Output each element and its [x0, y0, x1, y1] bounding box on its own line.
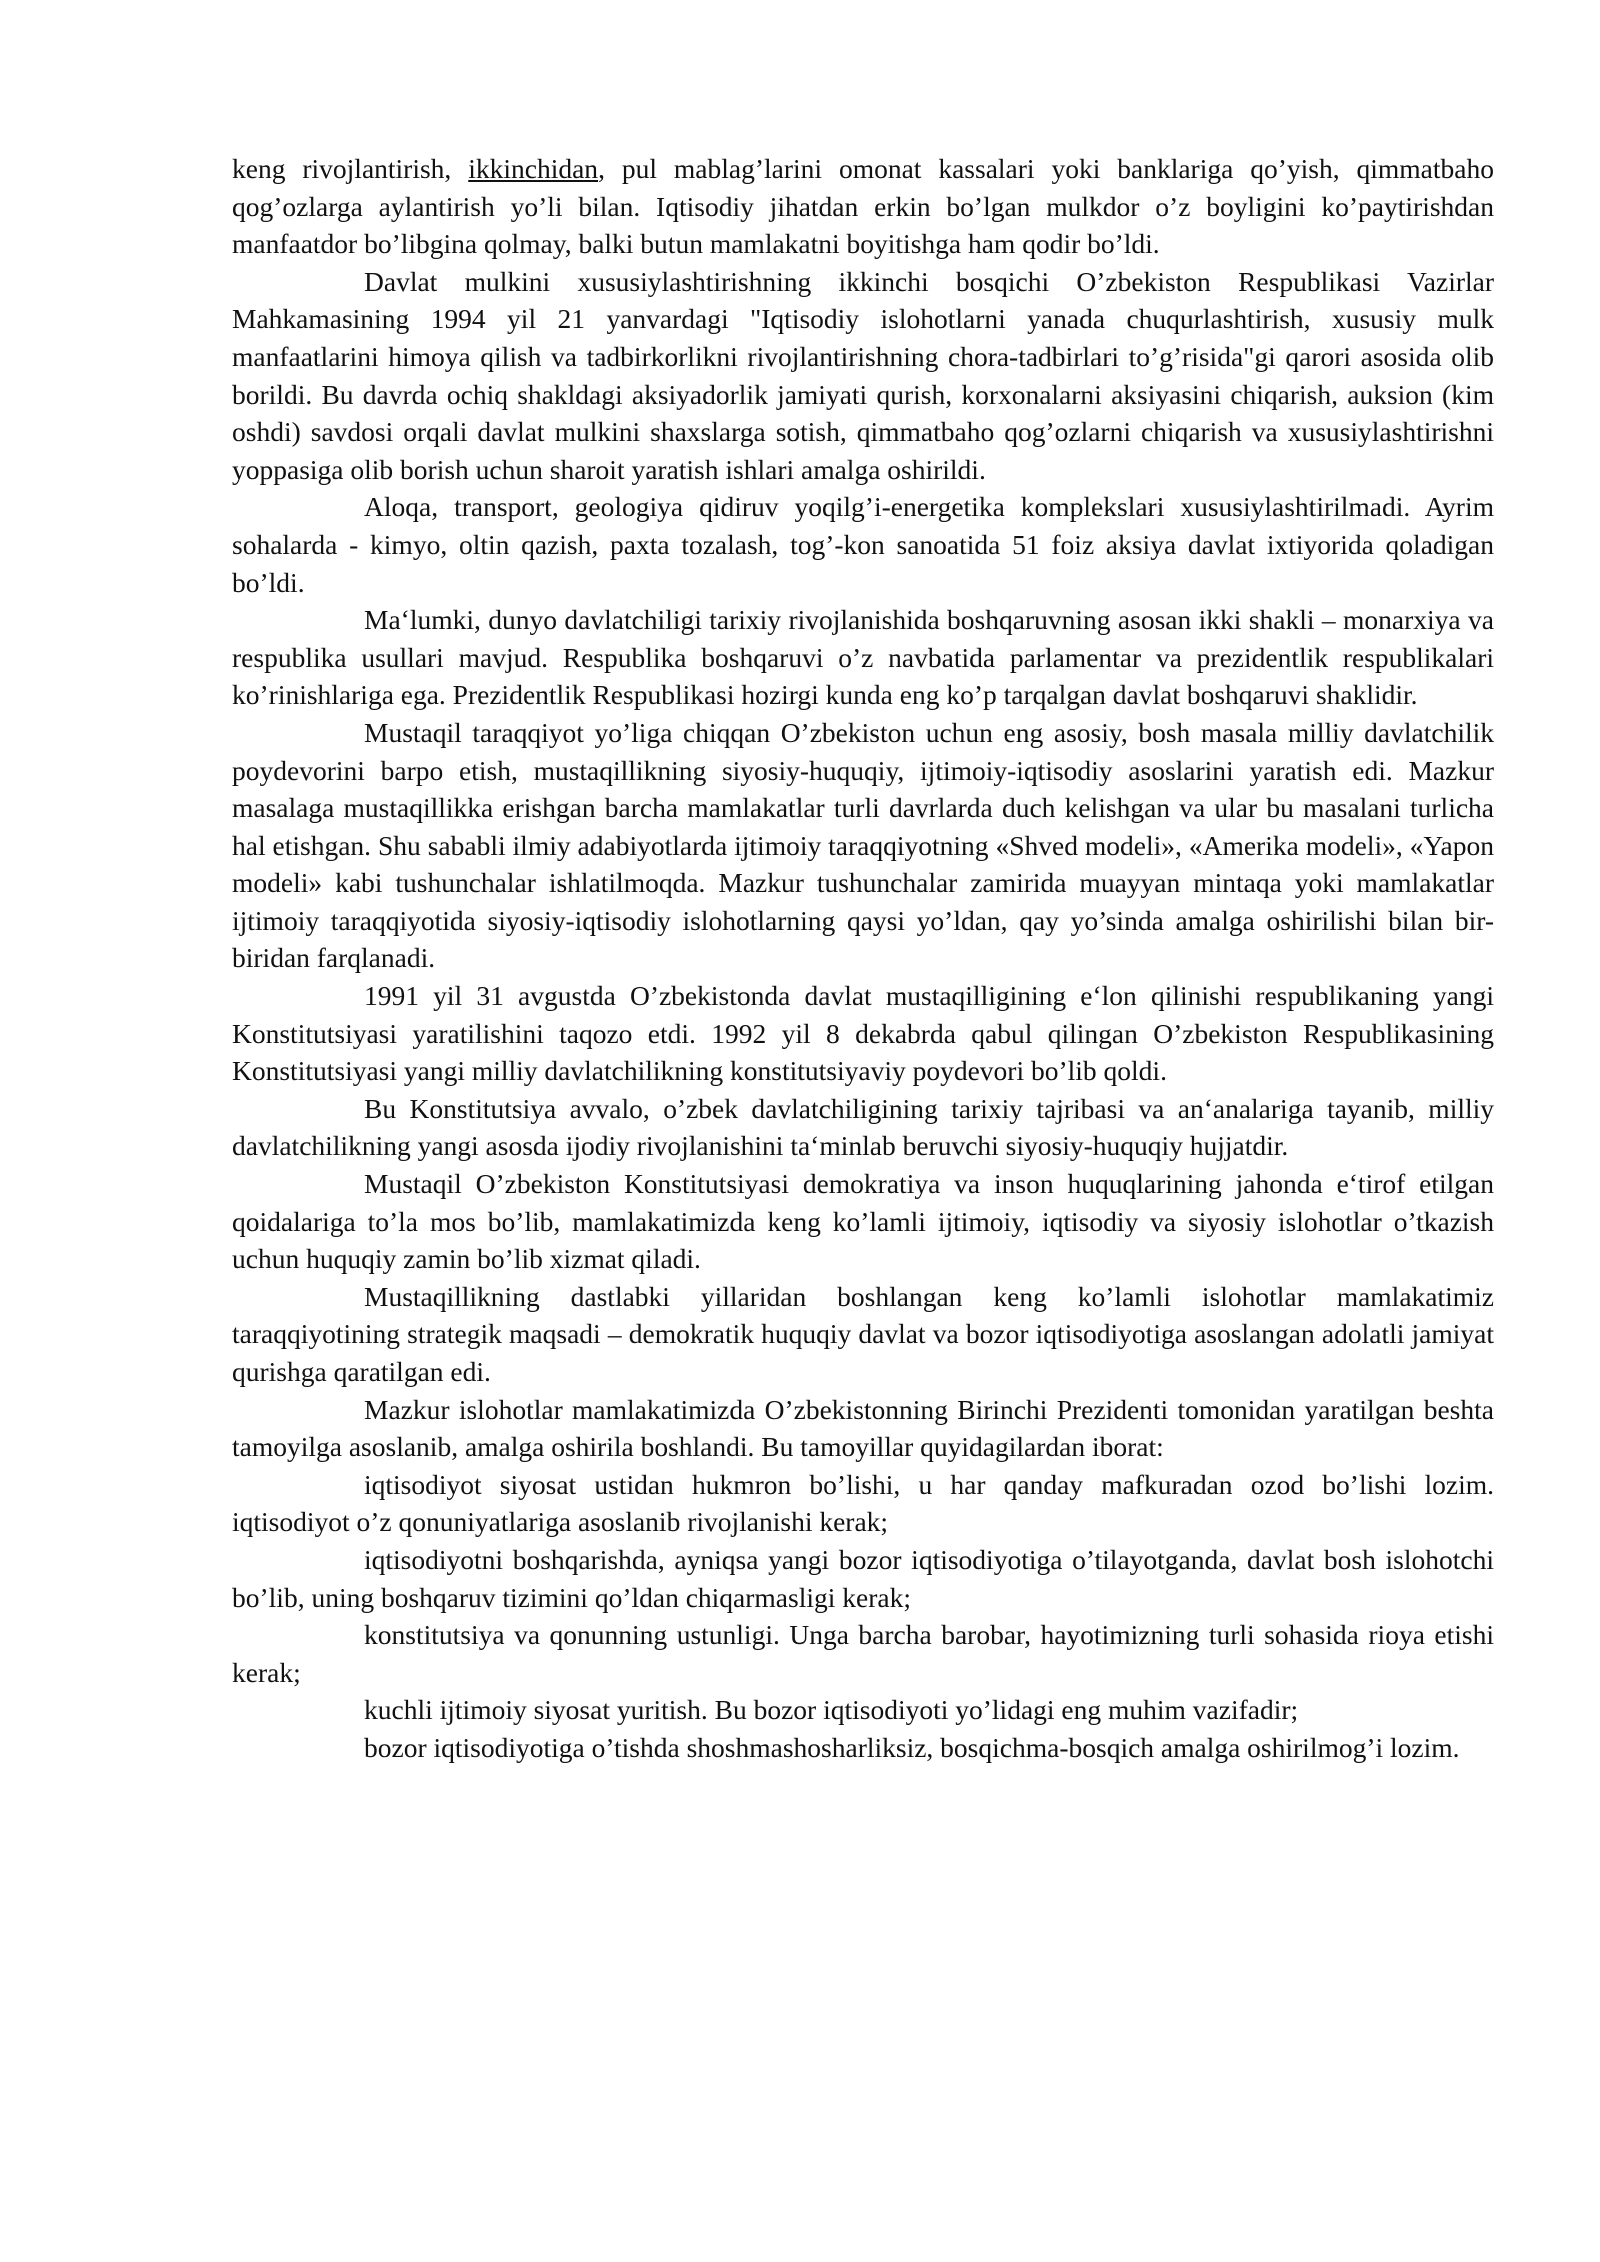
paragraph-privatization-stage-two: Davlat mulkini xususiylashtirishning ikkinchi bosqichi O’zbekiston Respublikasi Vazirlar Mahkamasining 1994 yil 21 yanvardagi "Iqtisodiy islohotlarni yanada chuqurlashtirish, xususiy mulk manfaatlarini himoya qilish va tadbirkorlikni rivojlantirishning chora-tadbirlari to’g’risida"gi qarori asosida olib borildi. Bu davrda ochiq shakldagi aksiyadorlik jamiyati qurish, korxonalarni aksiyasini chiqarish, auksion (kim oshdi) savdosi orqali davlat mulkini shaxslarga sotish, qimmatbaho qog’ozlarni chiqarish va xususiylashtirishni yoppasiga olib borish uchun sharoit yaratish ishlari amalga oshirildi. [232, 265, 1494, 485]
paragraph-independence-tasks: Mustaqil taraqqiyot yo’liga chiqqan O’zbekiston uchun eng asosiy, bosh masala milliy davlatchilik poydevorini barpo etish, mustaqillikning siyosiy-huquqiy, ijtimoiy-iqtisodiy asoslarini yaratish edi. Mazkur masalaga mustaqillikka erishgan barcha mamlakatlar turli davrlarda duch kelishgan va ular bu masalani turlicha hal etishgan. Shu sababli ilmiy adabiyotlarda ijtimoiy taraqqiyotning «Shved modeli», «Amerika modeli», «Yapon modeli» kabi tushunchalar ishlatilmoqda. Mazkur tushunchalar zamirida muayyan mintaqa yoki mamlakatlar ijtimoiy taraqqiyotida siyosiy-iqtisodiy islohotlarning qaysi yo’ldan, qay yo’sinda amalga oshirilishi bilan bir-biridan farqlanadi. [232, 716, 1494, 974]
paragraph-intro [232, 150, 1494, 263]
paragraph-excluded-sectors: Aloqa, transport, geologiya qidiruv yoqilg’i-energetika komplekslari xususiylashtirilmadi. Ayrim sohalarda - kimyo, oltin qazish, paxta tozalash, tog’-kon sanoatida 51 foiz aksiya davlat ixtiyorida qoladigan bo’ldi. [232, 491, 1494, 598]
principle-item-5: bozor iqtisodiyotiga o’tishda shoshmashosharliksiz, bosqichma-bosqich amalga oshirilmog’i lozim. [364, 1731, 1460, 1763]
principle-item-1: iqtisodiyot siyosat ustidan hukmron bo’lishi, u har qanday mafkuradan ozod bo’lishi lozim. iqtisodiyot o’z qonuniyatlariga asoslanib rivojlanishi kerak; [232, 1468, 1494, 1538]
paragraph-constitution-democracy: Mustaqil O’zbekiston Konstitutsiyasi demokratiya va inson huquqlarining jahonda e‘tirof etilgan qoidalariga to’la mos bo’lib, mamlakatimizda keng ko’lamli ijtimoiy, iqtisodiy va siyosiy islohotlar o’tkazish uchun huquqiy zamin bo’lib xizmat qiladi. [232, 1168, 1494, 1275]
paragraph-reforms-goal: Mustaqillikning dastlabki yillaridan boshlangan keng ko’lamli islohotlar mamlakatimiz taraqqiyotining strategik maqsadi – demokratik huquqiy davlat va bozor iqtisodiyotiga asoslangan adolatli jamiyat qurishga qaratilgan edi. [232, 1280, 1494, 1387]
paragraph-five-principles: Mazkur islohotlar mamlakatimizda O’zbekistonning Birinchi Prezidenti tomonidan yaratilgan beshta tamoyilga asoslanib, amalga oshirila boshlandi. Bu tamoyillar quyidagilardan iborat: [232, 1393, 1494, 1463]
principle-item-3: konstitutsiya va qonunning ustunligi. Unga barcha barobar, hayotimizning turli sohasida rioya etishi kerak; [232, 1619, 1494, 1688]
intro-text-end: , pul mablag’larini omonat kassalari yoki banklariga qo’yish, qimmatbaho qog’ozlarga aylantirish yo’li bilan. Iqtisodiy jihatdan erkin bo’lgan mulkdor o’z boyligini ko’paytirishdan manfaatdor bo’libgina qolmay, balki butun mamlakatni boyitishga ham qodir bo’ldi. [232, 153, 1494, 260]
paragraph-constitution-basis: Bu Konstitutsiya avvalo, o’zbek davlatchiligining tarixiy tajribasi va an‘analariga tayanib, milliy davlatchilikning yangi asosda ijodiy rivojlanishini ta‘minlab beruvchi siyosiy-huquqiy hujjatdir. [232, 1092, 1494, 1162]
paragraph-forms-of-government: Ma‘lumki, dunyo davlatchiligi tarixiy rivojlanishida boshqaruvning asosan ikki shakli – monarxiya va respublika usullari mavjud. Respublika boshqaruvi o’z navbatida parlamentar va prezidentlik respublikalari ko’rinishlariga ega. Prezidentlik Respublikasi hozirgi kunda eng ko’p tarqalgan davlat boshqaruvi shaklidir. [232, 604, 1494, 711]
principle-item-4: kuchli ijtimoiy siyosat yuritish. Bu bozor iqtisodiyoti yo’lidagi eng muhim vazifadir; [364, 1694, 1299, 1726]
underlined-word: ikkinchidan [468, 153, 599, 184]
paragraph-constitution-adoption: 1991 yil 31 avgustda O’zbekistonda davlat mustaqilligining e‘lon qilinishi respublikaning yangi Konstitutsiyasi yaratilishini taqozo etdi. 1992 yil 8 dekabrda qabul qilingan O’zbekiston Respublikasining Konstitutsiyasi yangi milliy davlatchilikning konstitutsiyaviy poydevori bo’lib qoldi. [232, 980, 1494, 1087]
principle-item-2: iqtisodiyotni boshqarishda, ayniqsa yangi bozor iqtisodiyotiga o’tilayotganda, davlat bosh islohotchi bo’lib, uning boshqaruv tizimini qo’ldan chiqarmasligi kerak; [232, 1543, 1494, 1613]
intro-text-start: keng rivojlantirish, [232, 153, 469, 184]
document-page [232, 150, 1494, 1767]
